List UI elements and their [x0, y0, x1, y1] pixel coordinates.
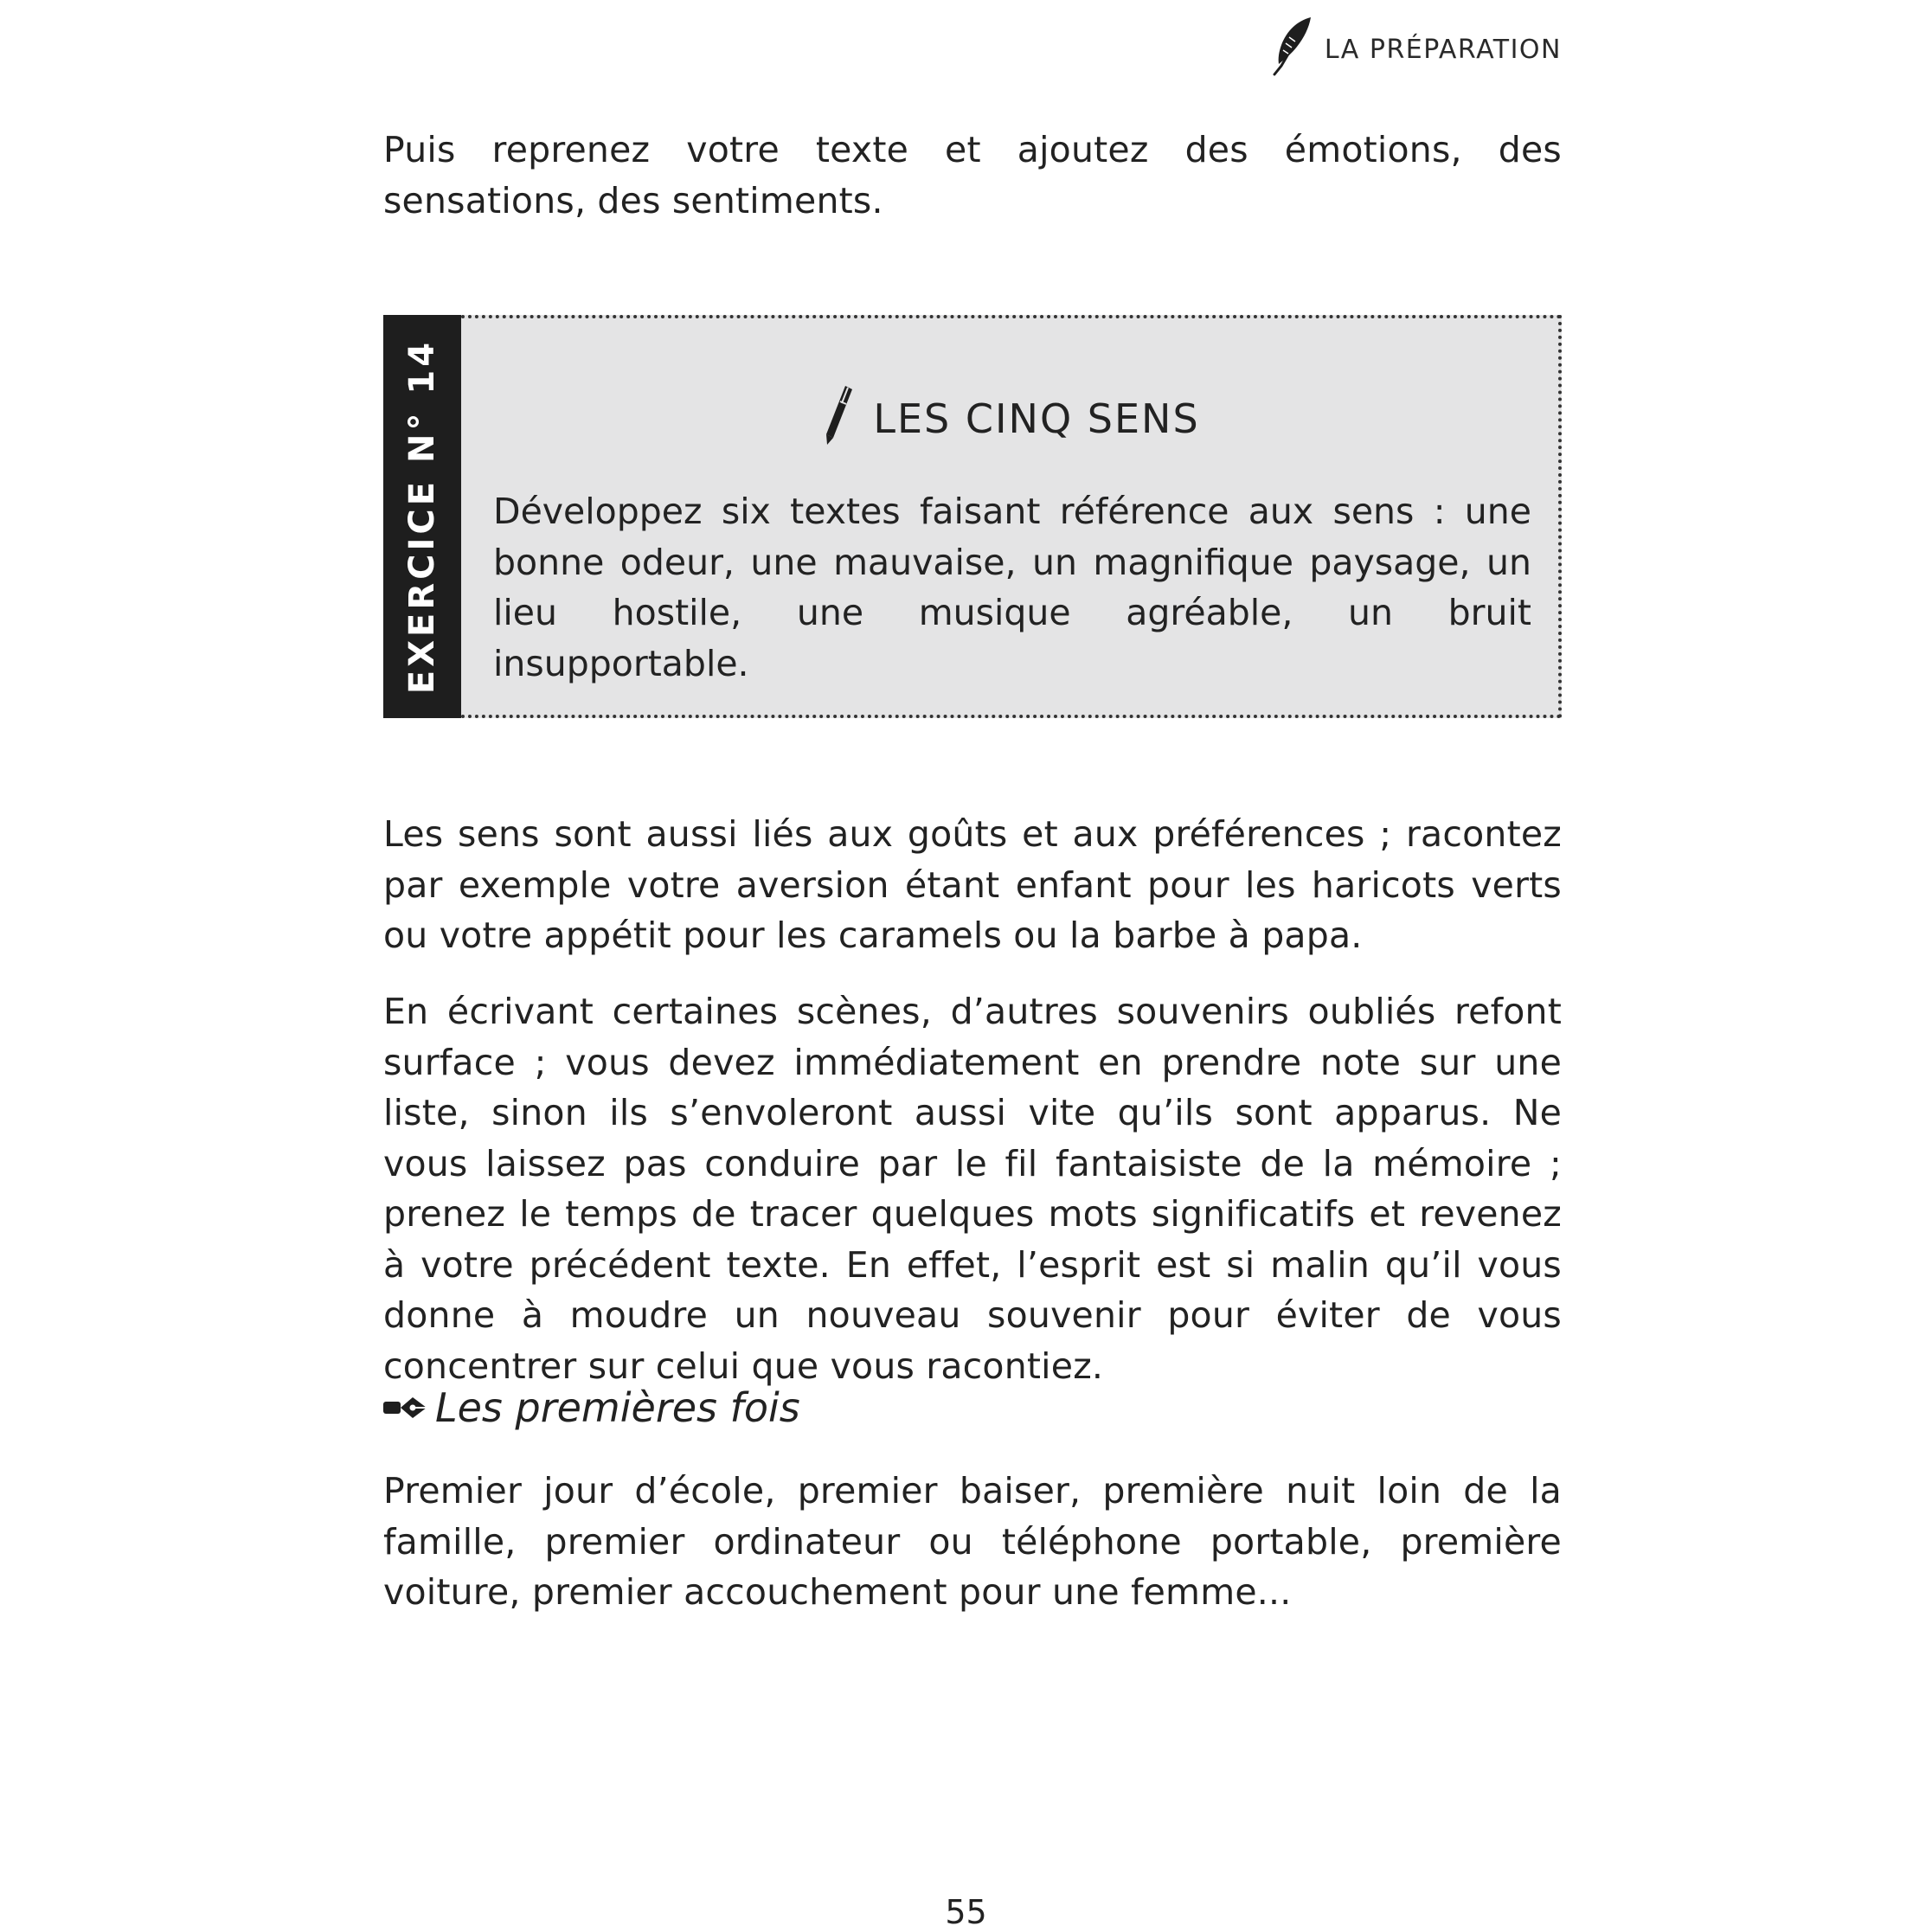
section-paragraph: Premier jour d’école, premier baiser, première nuit loin de la famille, premier ordinateur ou téléphone portable, première voiture, premier accouchement pour une femme... — [383, 1470, 1562, 1613]
exercise-title: LES CINQ SENS — [873, 395, 1200, 442]
feather-quill-icon — [1271, 16, 1314, 76]
section-heading — [383, 1384, 800, 1431]
body-paragraph: En écrivant certaines scènes, d’autres souvenirs oubliés refont surface ; vous devez immédiatement en prendre note sur une liste, sinon ils s’envoleront aussi vite qu’ils sont apparus. Ne vous laissez pas conduire par le fil fantaisiste de la mémoire ; prenez le temps de tracer quelques mots significatifs et revenez à votre précédent texte. En effet, l’esprit est si malin qu’il vous donne à moudre un nouveau souvenir pour éviter de vous concentrer sur celui que vous racontiez. — [383, 991, 1562, 1387]
pen-icon — [819, 384, 854, 446]
exercise-box — [383, 315, 1562, 718]
running-title: LA PRÉPARATION — [1324, 34, 1562, 65]
exercise-body: Développez six textes faisant référence aux sens : une bonne odeur, une mauvaise, un magnifique paysage, un lieu hostile, une musique agréable, un bruit insupportable. — [493, 491, 1531, 684]
exercise-panel — [461, 315, 1562, 718]
intro-paragraph: Puis reprenez votre texte et ajoutez des émotions, des sensations, des sentiments. — [383, 129, 1562, 221]
running-header — [1271, 16, 1562, 76]
section-heading-text: Les premières fois — [435, 1384, 800, 1431]
exercise-tab — [383, 315, 461, 718]
fountain-pen-nib-bullet-icon — [383, 1392, 428, 1423]
exercise-tab-label: EXERCICE N° 14 — [402, 338, 442, 695]
page-number: 55 — [945, 1893, 987, 1931]
exercise-title-row — [461, 391, 1558, 446]
body-paragraph: Les sens sont aussi liés aux goûts et aux préférences ; racontez par exemple votre aversion étant enfant pour les haricots verts ou votre appétit pour les caramels ou la barbe à papa. — [383, 813, 1562, 956]
